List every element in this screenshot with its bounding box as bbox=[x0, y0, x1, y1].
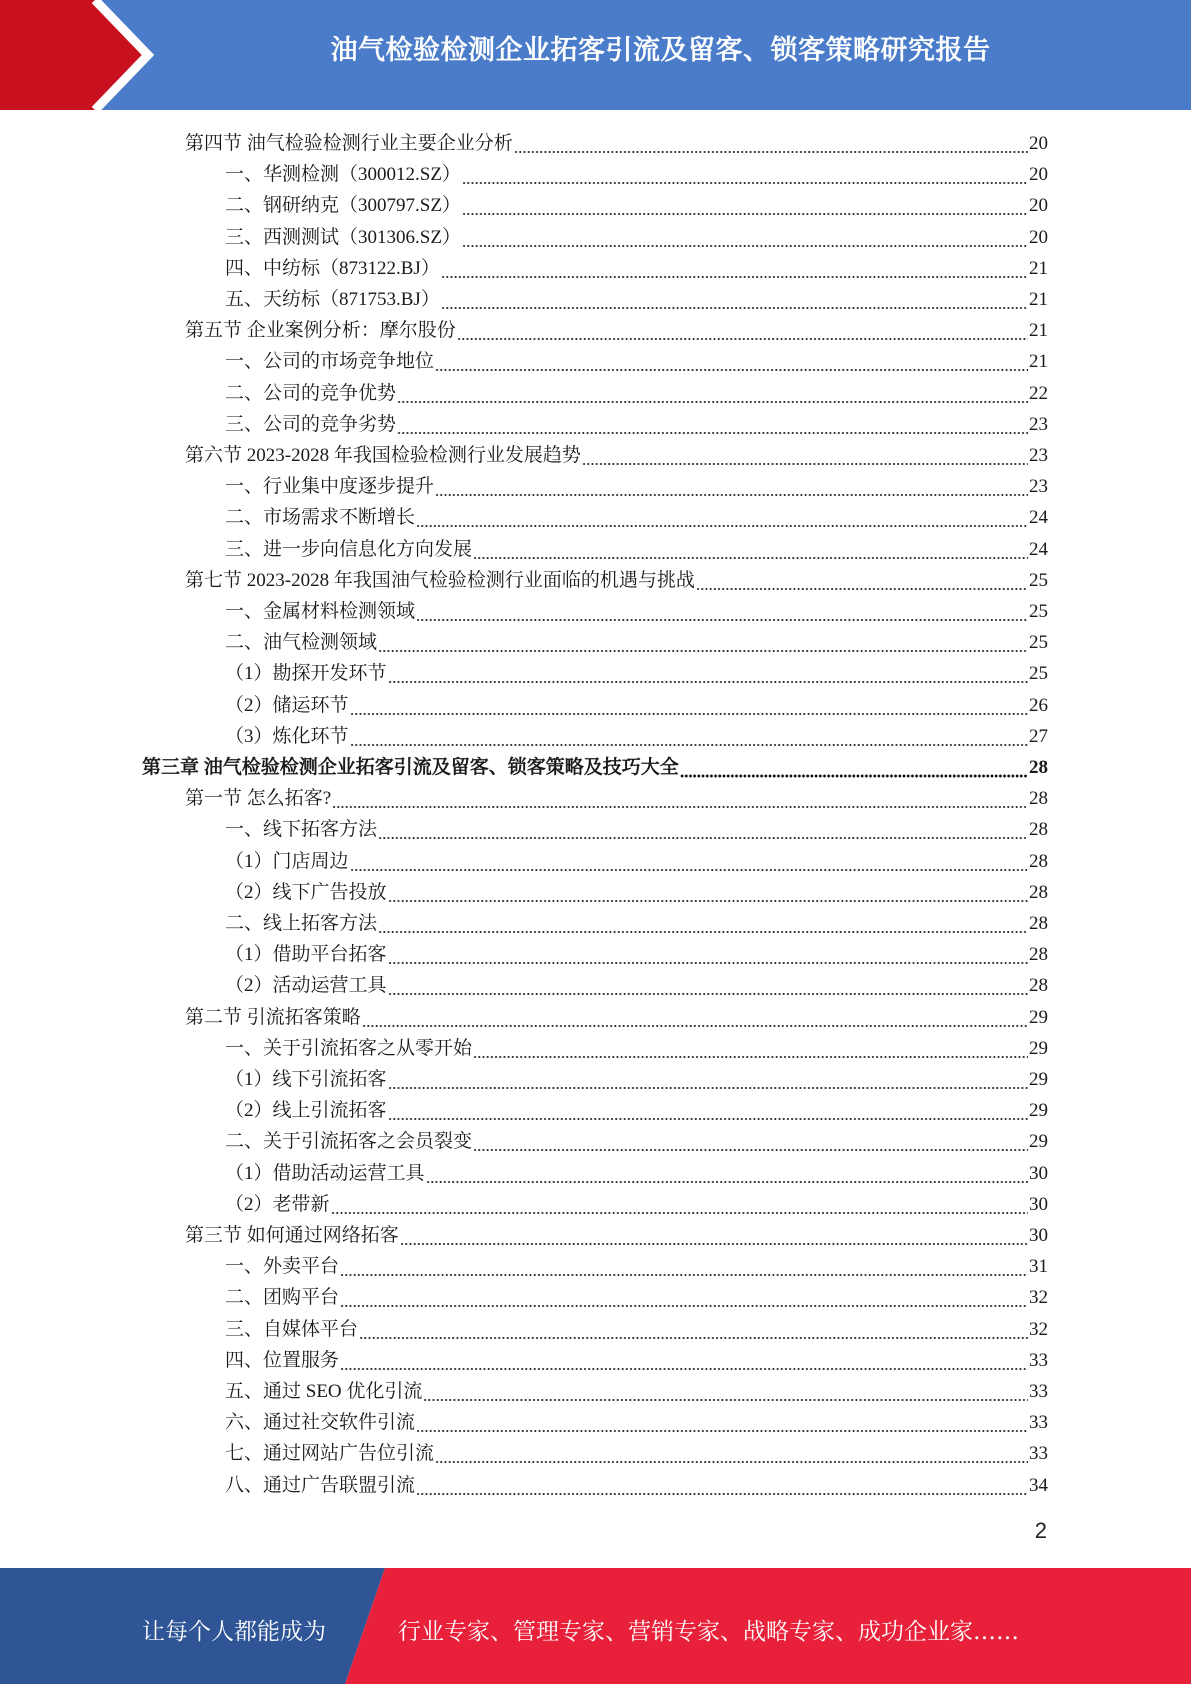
toc-chapter-entry[interactable] bbox=[142, 752, 1048, 783]
toc-entry[interactable] bbox=[225, 658, 1048, 689]
toc-entry[interactable] bbox=[185, 565, 1048, 596]
toc-entry[interactable] bbox=[225, 1095, 1048, 1126]
toc-entry[interactable] bbox=[225, 222, 1048, 253]
toc-entry-page: 20 bbox=[1029, 133, 1048, 154]
toc-entry-title: 六、通过社交软件引流 bbox=[225, 1412, 416, 1434]
toc-entry[interactable] bbox=[185, 783, 1048, 814]
toc-dot-leader bbox=[473, 534, 1028, 565]
toc-entry-page: 25 bbox=[1029, 569, 1048, 591]
toc-entry-page: 28 bbox=[1029, 850, 1048, 872]
toc-dot-leader bbox=[388, 1064, 1028, 1095]
toc-entry-title: 二、公司的竞争优势 bbox=[225, 382, 397, 404]
toc-entry[interactable] bbox=[225, 1189, 1048, 1220]
toc-entry-title: （1）门店周边 bbox=[225, 850, 349, 872]
toc-entry-page: 28 bbox=[1029, 757, 1048, 778]
toc-entry[interactable] bbox=[225, 939, 1048, 970]
toc-dot-leader bbox=[362, 1002, 1028, 1033]
toc-dot-leader bbox=[423, 1376, 1028, 1407]
toc-entry-title: （3）炼化环节 bbox=[225, 725, 349, 747]
toc-entry-page: 20 bbox=[1029, 195, 1048, 217]
toc-entry-title: 第六节 2023-2028 年我国检验检测行业发展趋势 bbox=[185, 445, 581, 466]
toc-dot-leader bbox=[680, 752, 1028, 783]
toc-entry-title: （1）借助活动运营工具 bbox=[225, 1162, 425, 1184]
toc-entry[interactable] bbox=[225, 908, 1048, 939]
toc-entry[interactable] bbox=[225, 284, 1048, 315]
toc-dot-leader bbox=[350, 846, 1028, 877]
toc-dot-leader bbox=[462, 190, 1028, 221]
toc-entry[interactable] bbox=[225, 409, 1048, 440]
toc-entry-title: 二、钢研纳克（300797.SZ） bbox=[225, 195, 461, 217]
toc-entry-title: 八、通过广告联盟引流 bbox=[225, 1474, 416, 1496]
toc-entry-page: 20 bbox=[1029, 164, 1048, 186]
toc-entry-page: 22 bbox=[1029, 382, 1048, 404]
page-number: 2 bbox=[1034, 1518, 1047, 1543]
toc-entry-title: 一、关于引流拓客之从零开始 bbox=[225, 1037, 473, 1059]
toc-entry[interactable] bbox=[185, 440, 1048, 471]
footer-slogan-right: 行业专家、管理专家、营销专家、战略专家、成功企业家…… bbox=[398, 1619, 1019, 1645]
toc-entry-title: 三、进一步向信息化方向发展 bbox=[225, 538, 473, 560]
toc-entry-title: 第三章 油气检验检测企业拓客引流及留客、锁客策略及技巧大全 bbox=[142, 757, 679, 778]
toc-dot-leader bbox=[378, 814, 1028, 845]
toc-entry[interactable] bbox=[225, 378, 1048, 409]
toc-entry-page: 24 bbox=[1029, 507, 1048, 529]
toc-entry[interactable] bbox=[225, 970, 1048, 1001]
toc-entry[interactable] bbox=[225, 190, 1048, 221]
toc-entry-page: 25 bbox=[1029, 601, 1048, 622]
toc-dot-leader bbox=[441, 284, 1028, 315]
toc-entry-page: 33 bbox=[1029, 1443, 1048, 1465]
toc-entry[interactable] bbox=[225, 471, 1048, 502]
toc-entry-page: 34 bbox=[1029, 1474, 1048, 1496]
toc-entry-page: 21 bbox=[1029, 351, 1048, 373]
toc-entry-title: 二、油气检测领域 bbox=[225, 632, 378, 654]
toc-dot-leader bbox=[388, 1095, 1028, 1126]
toc-entry[interactable] bbox=[225, 1126, 1048, 1157]
toc-entry-title: 五、天纺标（871753.BJ） bbox=[225, 289, 440, 310]
toc-dot-leader bbox=[378, 627, 1028, 658]
toc-entry[interactable] bbox=[225, 159, 1048, 190]
toc-entry-page: 30 bbox=[1029, 1162, 1048, 1184]
toc-entry[interactable] bbox=[225, 1064, 1048, 1095]
toc-entry-page: 28 bbox=[1029, 944, 1048, 966]
report-header bbox=[0, 0, 1191, 110]
toc-entry-title: 一、华测检测（300012.SZ） bbox=[225, 164, 461, 186]
toc-entry-title: 一、公司的市场竞争地位 bbox=[225, 351, 435, 373]
toc-entry-title: 一、线下拓客方法 bbox=[225, 819, 378, 841]
toc-dot-leader bbox=[696, 565, 1028, 596]
toc-entry-page: 28 bbox=[1029, 819, 1048, 841]
toc-dot-leader bbox=[397, 378, 1028, 409]
toc-entry-page: 23 bbox=[1029, 445, 1048, 466]
report-title: 油气检验检测企业拓客引流及留客、锁客策略研究报告 bbox=[330, 35, 991, 66]
toc-entry-page: 28 bbox=[1029, 975, 1048, 997]
toc-entry-page: 21 bbox=[1029, 320, 1048, 342]
toc-entry-title: 第五节 企业案例分析：摩尔股份 bbox=[185, 320, 456, 342]
toc-entry-title: 二、团购平台 bbox=[225, 1287, 340, 1309]
toc-entry-title: 三、公司的竞争劣势 bbox=[225, 413, 397, 435]
toc-entry-title: 七、通过网站广告位引流 bbox=[225, 1443, 435, 1465]
toc-dot-leader bbox=[400, 1220, 1028, 1251]
toc-entry[interactable] bbox=[225, 721, 1048, 752]
toc-entry-page: 29 bbox=[1029, 1037, 1048, 1059]
toc-dot-leader bbox=[340, 1251, 1028, 1282]
toc-entry-page: 29 bbox=[1029, 1069, 1048, 1090]
toc-dot-leader bbox=[473, 1033, 1028, 1064]
toc-entry[interactable] bbox=[225, 1470, 1048, 1501]
toc-dot-leader bbox=[331, 1189, 1028, 1220]
toc-entry-page: 33 bbox=[1029, 1381, 1048, 1402]
toc-entry-title: 一、外卖平台 bbox=[225, 1256, 340, 1278]
footer-banner bbox=[0, 1568, 1191, 1684]
toc-entry-title: 二、市场需求不断增长 bbox=[225, 507, 416, 529]
toc-entry-title: 三、自媒体平台 bbox=[225, 1318, 359, 1340]
toc-entry-page: 32 bbox=[1029, 1318, 1048, 1340]
toc-entry-title: 三、西测测试（301306.SZ） bbox=[225, 226, 461, 248]
toc-entry[interactable] bbox=[225, 1314, 1048, 1345]
toc-entry[interactable] bbox=[225, 534, 1048, 565]
toc-dot-leader bbox=[350, 690, 1028, 721]
toc-entry[interactable] bbox=[225, 1376, 1048, 1407]
toc-dot-leader bbox=[340, 1345, 1028, 1376]
toc-dot-leader bbox=[378, 908, 1028, 939]
toc-entry-page: 28 bbox=[1029, 913, 1048, 934]
toc-entry[interactable] bbox=[225, 346, 1048, 377]
toc-dot-leader bbox=[388, 939, 1028, 970]
toc-entry-page: 24 bbox=[1029, 538, 1048, 560]
toc-entry-title: （2）储运环节 bbox=[225, 694, 349, 716]
toc-dot-leader bbox=[388, 877, 1028, 908]
toc-entry[interactable] bbox=[225, 1345, 1048, 1376]
toc-dot-leader bbox=[462, 222, 1028, 253]
toc-entry-title: （1）借助平台拓客 bbox=[225, 944, 387, 966]
toc-entry[interactable] bbox=[225, 846, 1048, 877]
toc-dot-leader bbox=[514, 128, 1028, 159]
toc-entry-page: 28 bbox=[1029, 788, 1048, 810]
toc-dot-leader bbox=[435, 346, 1028, 377]
toc-entry-page: 29 bbox=[1029, 1006, 1048, 1028]
toc-entry[interactable] bbox=[225, 690, 1048, 721]
toc-dot-leader bbox=[457, 315, 1028, 346]
toc-entry[interactable] bbox=[225, 1438, 1048, 1469]
toc-entry-page: 33 bbox=[1029, 1349, 1048, 1371]
toc-dot-leader bbox=[340, 1282, 1028, 1313]
toc-entry[interactable] bbox=[225, 502, 1048, 533]
toc-entry-page: 30 bbox=[1029, 1225, 1048, 1246]
toc-entry-page: 25 bbox=[1029, 632, 1048, 654]
toc-entry-title: 四、中纺标（873122.BJ） bbox=[225, 257, 440, 279]
toc-entry[interactable] bbox=[225, 877, 1048, 908]
toc-entry[interactable] bbox=[225, 627, 1048, 658]
toc-dot-leader bbox=[462, 159, 1028, 190]
toc-entry[interactable] bbox=[225, 1407, 1048, 1438]
toc-entry-page: 23 bbox=[1029, 476, 1048, 498]
toc-entry-page: 21 bbox=[1029, 289, 1048, 310]
toc-dot-leader bbox=[350, 721, 1028, 752]
toc-dot-leader bbox=[416, 1407, 1028, 1438]
toc-dot-leader bbox=[473, 1126, 1028, 1157]
toc-entry-title: （1）勘探开发环节 bbox=[225, 663, 387, 685]
toc-dot-leader bbox=[388, 970, 1028, 1001]
toc-entry[interactable] bbox=[225, 1251, 1048, 1282]
toc-entry-title: 四、位置服务 bbox=[225, 1349, 340, 1371]
toc-entry-page: 29 bbox=[1029, 1131, 1048, 1153]
toc-entry-title: 一、金属材料检测领域 bbox=[225, 601, 416, 622]
toc-dot-leader bbox=[435, 1438, 1028, 1469]
toc-entry-page: 30 bbox=[1029, 1193, 1048, 1215]
toc-entry-title: （2）活动运营工具 bbox=[225, 975, 387, 997]
toc-entry[interactable] bbox=[225, 253, 1048, 284]
toc-entry-page: 32 bbox=[1029, 1287, 1048, 1309]
toc-entry-title: 第四节 油气检验检测行业主要企业分析 bbox=[185, 133, 513, 154]
toc-entry-title: （2）线下广告投放 bbox=[225, 881, 387, 903]
toc-entry-title: （2）老带新 bbox=[225, 1193, 330, 1215]
toc-entry-title: 一、行业集中度逐步提升 bbox=[225, 476, 435, 498]
toc-dot-leader bbox=[388, 658, 1028, 689]
toc-entry[interactable] bbox=[225, 1282, 1048, 1313]
toc-entry-page: 31 bbox=[1029, 1256, 1048, 1278]
toc-entry-title: 第二节 引流拓客策略 bbox=[185, 1006, 361, 1028]
toc-entry[interactable] bbox=[225, 814, 1048, 845]
toc-entry-page: 26 bbox=[1029, 694, 1048, 716]
toc-entry-title: 第一节 怎么拓客? bbox=[185, 788, 332, 810]
toc-dot-leader bbox=[416, 596, 1028, 627]
toc-entry[interactable] bbox=[185, 128, 1048, 159]
toc-dot-leader bbox=[416, 1470, 1028, 1501]
toc-dot-leader bbox=[435, 471, 1028, 502]
toc-entry-title: 第七节 2023-2028 年我国油气检验检测行业面临的机遇与挑战 bbox=[185, 569, 695, 591]
toc-entry-page: 20 bbox=[1029, 226, 1048, 248]
toc-entry-title: 二、关于引流拓客之会员裂变 bbox=[225, 1131, 473, 1153]
toc-dot-leader bbox=[582, 440, 1028, 471]
toc-entry-title: 五、通过 SEO 优化引流 bbox=[225, 1381, 423, 1402]
toc-entry[interactable] bbox=[185, 315, 1048, 346]
toc-entry-page: 33 bbox=[1029, 1412, 1048, 1434]
toc-dot-leader bbox=[359, 1314, 1028, 1345]
toc-entry-page: 21 bbox=[1029, 257, 1048, 279]
toc-entry-title: 第三节 如何通过网络拓客 bbox=[185, 1225, 399, 1246]
toc-entry[interactable] bbox=[225, 596, 1048, 627]
toc-dot-leader bbox=[332, 783, 1028, 814]
toc-entry[interactable] bbox=[225, 1158, 1048, 1189]
toc-entry-title: 二、线上拓客方法 bbox=[225, 913, 378, 934]
toc-dot-leader bbox=[416, 502, 1028, 533]
toc-entry[interactable] bbox=[225, 1033, 1048, 1064]
toc-entry-page: 23 bbox=[1029, 413, 1048, 435]
toc-entry-page: 29 bbox=[1029, 1100, 1048, 1122]
toc-entry-title: （2）线上引流拓客 bbox=[225, 1100, 387, 1122]
toc-entry-title: （1）线下引流拓客 bbox=[225, 1069, 387, 1090]
toc-entry-page: 28 bbox=[1029, 881, 1048, 903]
footer-slogan-left: 让每个人都能成为 bbox=[142, 1619, 326, 1645]
toc-entry-page: 25 bbox=[1029, 663, 1048, 685]
toc-dot-leader bbox=[397, 409, 1028, 440]
toc-entry[interactable] bbox=[185, 1002, 1048, 1033]
toc-entry-page: 27 bbox=[1029, 725, 1048, 747]
toc-dot-leader bbox=[426, 1158, 1028, 1189]
toc-entry[interactable] bbox=[185, 1220, 1048, 1251]
toc-dot-leader bbox=[441, 253, 1028, 284]
